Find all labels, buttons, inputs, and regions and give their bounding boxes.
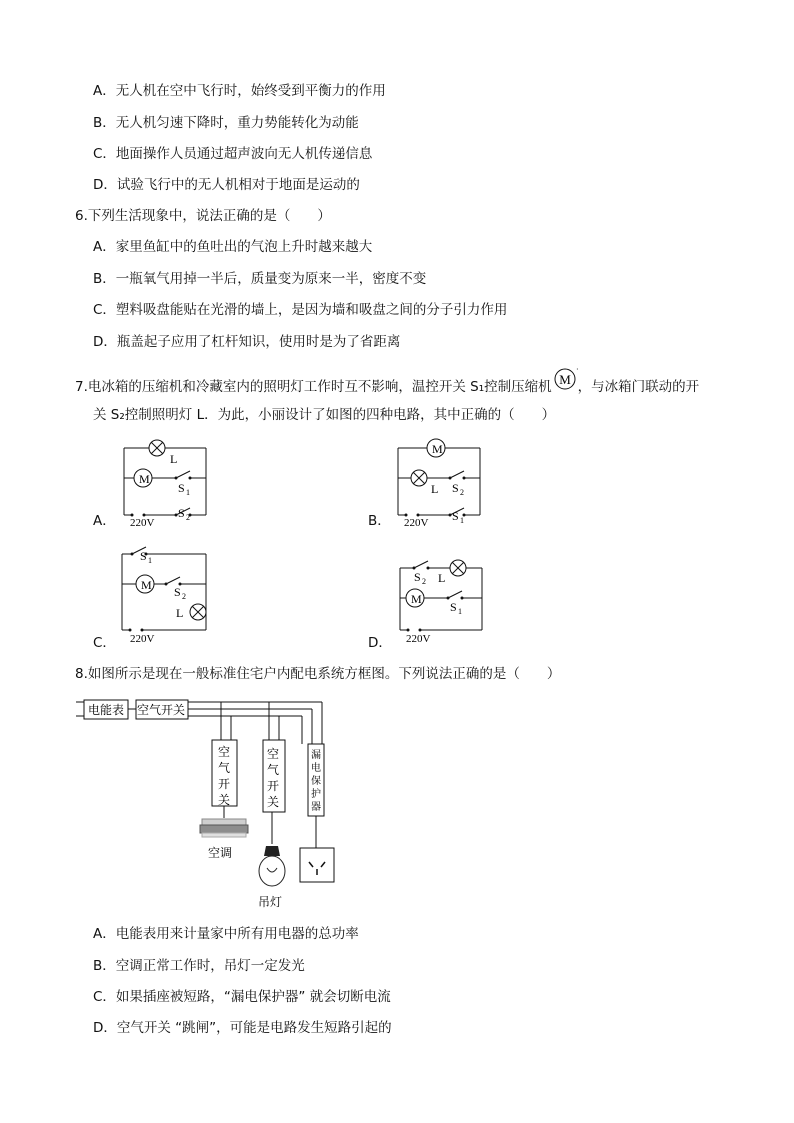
q7-stem-line2: 关 S₂控制照明灯 L．为此，小丽设计了如图的四种电路，其中正确的（ ）	[93, 407, 556, 423]
voltage-label: 220V	[406, 633, 431, 645]
option-b-label: B．	[368, 513, 391, 529]
breaker2-char-1: 空	[267, 747, 280, 761]
switch-s1-label: S	[450, 600, 457, 614]
circuit-diagram-a	[118, 432, 218, 527]
switch-s2-label: S	[178, 506, 185, 520]
breaker1-char-2: 气	[218, 761, 231, 775]
lamp-label: L	[176, 606, 184, 620]
q6-option-a: A．家里鱼缸中的鱼吐出的气泡上升时越来越大	[93, 239, 373, 255]
q5-option-d: D．试验飞行中的无人机相对于地面是运动的	[93, 177, 360, 193]
circuit-diagram-c	[116, 546, 216, 646]
lamp-label: L	[431, 482, 439, 496]
switch-s1-sub: 1	[148, 556, 152, 565]
q6-option-d: D．瓶盖起子应用了杠杆知识，使用时是为了省距离	[93, 334, 401, 350]
leakage-char-4: 护	[311, 789, 321, 800]
option-d-label: D．	[368, 635, 392, 651]
q5-option-c: C．地面操作人员通过超声波向无人机传递信息	[93, 146, 373, 162]
q8-option-b: B．空调正常工作时，吊灯一定发光	[93, 958, 305, 974]
q7-stem-text-b: ，与冰箱门联动的开	[577, 379, 700, 395]
q8-option-a: A．电能表用来计量家中所有用电器的总功率	[93, 926, 359, 942]
switch-s1-label: S	[140, 549, 147, 563]
q7-stem-text-a: 7.电冰箱的压缩机和冷藏室内的照明灯工作时互不影响，温控开关 S₁控制压缩机	[75, 379, 552, 395]
lamp-label: L	[170, 452, 178, 466]
q6-option-c: C．塑料吸盘能贴在光滑的墙上，是因为墙和吸盘之间的分子引力作用	[93, 302, 508, 318]
circuit-diagram-b	[392, 432, 492, 527]
motor-label: M	[432, 442, 443, 456]
switch-s2-sub: 2	[422, 577, 426, 586]
q8-option-d: D．空气开关 “跳闸”，可能是电路发生短路引起的	[93, 1020, 392, 1036]
q8-option-c: C．如果插座被短路，“漏电保护器” 就会切断电流	[93, 989, 391, 1005]
motor-symbol-inline	[552, 366, 579, 396]
main-breaker-label: 空气开关	[137, 703, 186, 717]
meter-label: 电能表	[88, 703, 125, 717]
distribution-diagram	[76, 696, 366, 916]
switch-s2-sub: 2	[460, 488, 464, 497]
breaker1-char-3: 开	[218, 777, 231, 791]
motor-symbol-letter: M	[558, 372, 571, 387]
switch-s2-label: S	[174, 585, 181, 599]
leakage-char-1: 漏	[311, 750, 321, 761]
switch-s2-sub: 2	[182, 592, 186, 601]
air-conditioner-icon	[200, 819, 248, 837]
switch-s1-label: S	[178, 481, 185, 495]
breaker1-char-1: 空	[218, 745, 231, 759]
switch-s1-sub: 1	[460, 516, 464, 525]
switch-s2-label: S	[452, 481, 459, 495]
pendant-lamp-label: 吊灯	[258, 895, 283, 909]
voltage-label: 220V	[130, 517, 155, 527]
q7-stem-line1	[75, 366, 700, 396]
leakage-char-3: 保	[311, 776, 321, 787]
breaker2-char-4: 关	[267, 795, 280, 809]
option-a-label: A．	[93, 513, 116, 529]
breaker1-char-4: 关	[218, 793, 231, 807]
motor-label: M	[411, 592, 422, 606]
socket-pin-right	[321, 862, 325, 867]
leakage-char-2: 电	[311, 763, 321, 774]
q6-option-b: B．一瓶氧气用掉一半后，质量变为原来一半，密度不变	[93, 271, 427, 287]
option-c-label: C．	[93, 635, 116, 651]
switch-s2-sub: 2	[186, 513, 190, 522]
motor-circle-icon	[554, 366, 580, 392]
voltage-label: 220V	[130, 633, 155, 645]
switch-s1-label: S	[452, 509, 459, 523]
motor-label: M	[139, 472, 150, 486]
q5-option-b: B．无人机匀速下降时，重力势能转化为动能	[93, 115, 359, 131]
leakage-char-5: 器	[311, 802, 321, 813]
breaker2-char-3: 开	[267, 779, 280, 793]
motor-label: M	[141, 578, 152, 592]
q6-stem: 6.下列生活现象中，说法正确的是（ ）	[75, 208, 331, 224]
light-bulb-icon	[259, 846, 285, 886]
switch-s2-label: S	[414, 570, 421, 584]
lamp-label: L	[438, 571, 446, 585]
q5-option-a: A．无人机在空中飞行时，始终受到平衡力的作用	[93, 83, 386, 99]
switch-s1-sub: 1	[458, 607, 462, 616]
switch-s1-sub: 1	[186, 488, 190, 497]
air-conditioner-label: 空调	[208, 846, 233, 860]
socket-pin-left	[309, 862, 313, 867]
circuit-diagram-d	[394, 552, 494, 647]
voltage-label: 220V	[404, 517, 429, 527]
q8-stem: 8.如图所示是现在一般标准住宅户内配电系统方框图。下列说法正确的是（ ）	[75, 666, 561, 682]
svg-text:·: ·	[575, 366, 579, 374]
breaker2-char-2: 气	[267, 763, 280, 777]
